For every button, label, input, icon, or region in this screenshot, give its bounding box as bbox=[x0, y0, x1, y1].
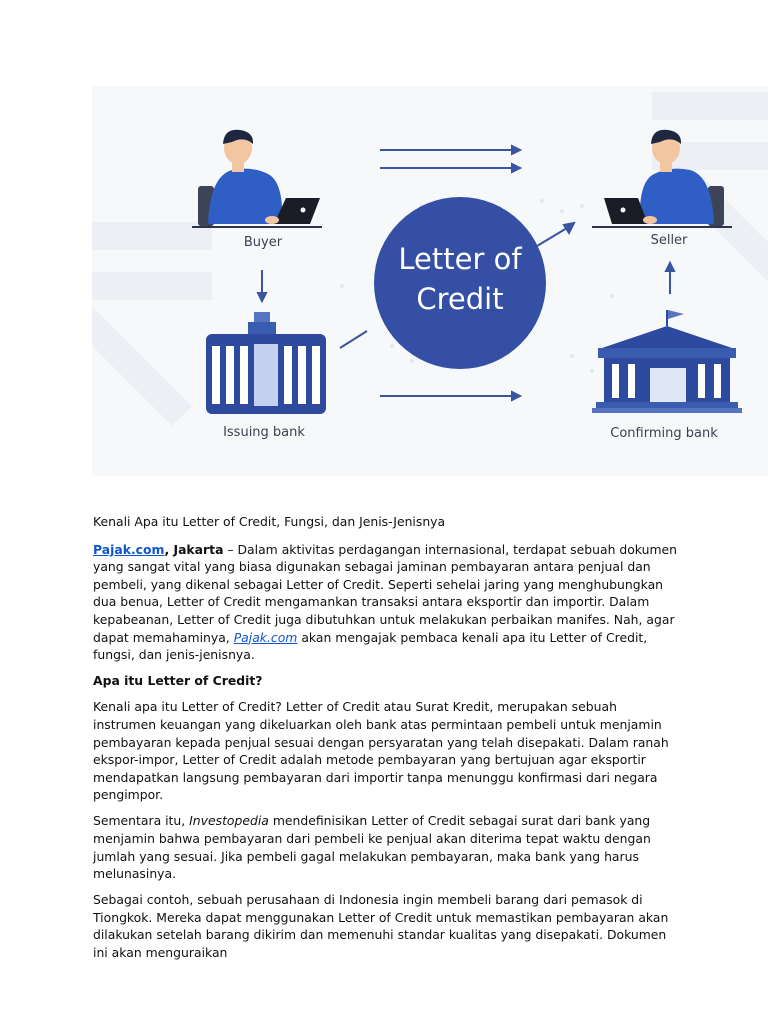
intro-text-b: akan mengajak pembaca kenali apa itu Letter of Credit, fungsi, dan jenis-jenisnya. bbox=[93, 629, 648, 663]
buyer-label: Buyer bbox=[243, 235, 283, 250]
paragraph-definition: Kenali apa itu Letter of Credit? Letter of Credit atau Surat Kredit, merupakan sebuah instrumen keuangan yang dikeluarkan oleh bank atas permintaan pembeli untuk menjamin pembayaran kepada penjual sesuai dengan persyaratan yang telah disepakati. Dalam ranah ekspor-impor, Letter of Credit adalah metode pembayaran yang bertujuan agar eksportir mendapatkan langsung pembayaran dari importir tanpa menunggu konfirmasi dari negara pengimpor. bbox=[93, 699, 669, 803]
source-link-inline[interactable]: Pajak.com bbox=[233, 629, 298, 645]
seller-label: Seller bbox=[650, 233, 688, 248]
investopedia-text-a: Sementara itu, bbox=[93, 813, 190, 829]
article-title: Kenali Apa itu Letter of Credit, Fungsi, dan Jenis-Jenisnya bbox=[93, 514, 446, 529]
paragraph-intro bbox=[93, 541, 683, 664]
section-heading: Apa itu Letter of Credit? bbox=[93, 673, 263, 689]
dateline: , Jakarta bbox=[164, 541, 224, 557]
issuing-bank-label: Issuing bank bbox=[223, 425, 305, 440]
investopedia-name: Investopedia bbox=[189, 813, 269, 829]
circle-text-line2: Credit bbox=[416, 282, 504, 316]
letter-of-credit-illustration bbox=[92, 86, 768, 476]
source-link[interactable]: Pajak.com bbox=[93, 541, 165, 557]
investopedia-text-b: mendefinisikan Letter of Credit sebagai surat dari bank yang menjamin bahwa pembayaran dari pembeli ke penjual akan diterima tepat waktu dengan jumlah yang sesuai. Jika pembeli gagal melakukan pembayaran, maka bank yang harus melunasinya. bbox=[93, 813, 651, 882]
paragraph-example: Sebagai contoh, sebuah perusahaan di Indonesia ingin membeli barang dari pemasok di Tiongkok. Mereka dapat menggunakan Letter of Credit untuk memastikan pembayaran akan dilakukan setelah barang dikirim dan memenuhi standar kualitas yang disepakati. Dokumen ini akan menguraikan bbox=[93, 892, 669, 961]
paragraph-investopedia bbox=[93, 812, 683, 882]
confirming-bank-label: Confirming bank bbox=[610, 426, 718, 441]
intro-text-a: – Dalam aktivitas perdagangan internasional, terdapat sebuah dokumen yang sangat vital yang biasa digunakan sebagai jaminan pembayaran antara penjual dan pembeli, yang dikenal sebagai Letter of Credit. Seperti sehelai jaring yang menghubungkan dua benua, Letter of Credit mengamankan transaksi antara eksportir dan importir. Dalam kepabeanan, Letter of Credit juga dibutuhkan untuk melakukan perbaikan manifes. Nah, agar dapat memahaminya, bbox=[93, 541, 677, 645]
circle-text-line1: Letter of bbox=[398, 242, 522, 276]
article-body bbox=[93, 513, 683, 970]
illustration-svg bbox=[92, 86, 768, 476]
